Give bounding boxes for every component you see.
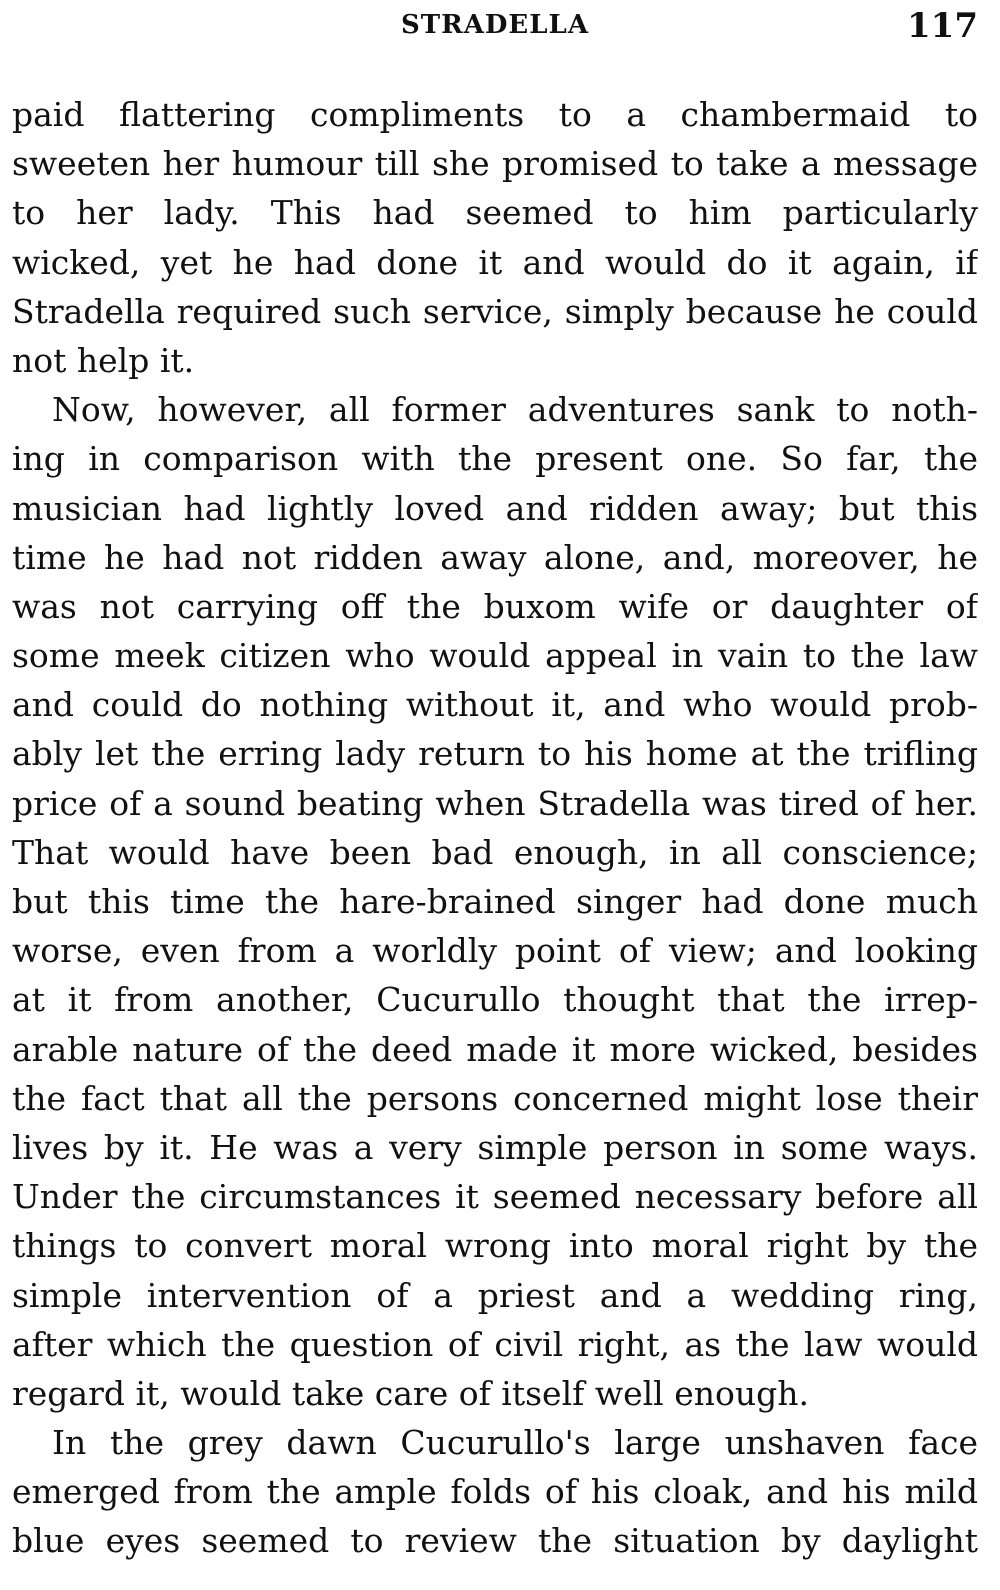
text-line: wicked, yet he had done it and would do it again, if (12, 242, 978, 282)
text-line: In the grey dawn Cucurullo's large unshaven face (52, 1423, 978, 1463)
text-line: ing in comparison with the present one. So far, the (12, 439, 978, 479)
text-line: after which the question of civil right, as the law would (12, 1324, 978, 1364)
text-line: sweeten her humour till she promised to take a message (12, 144, 978, 184)
text-line: regard it, would take care of itself well enough. (12, 1373, 809, 1413)
text-line: paid flattering compliments to a chambermaid to (12, 95, 978, 134)
text-line: not help it. (12, 340, 195, 380)
text-line: price of a sound beating when Stradella was tired of her. (12, 783, 978, 823)
body-text (12, 90, 978, 1566)
page-number: 117 (907, 6, 978, 46)
text-line: lives by it. He was a very simple person in some ways. (12, 1127, 978, 1167)
text-line: Stradella required such service, simply because he could (12, 291, 978, 331)
text-line: ably let the erring lady return to his home at the trifling (12, 734, 978, 774)
text-line: emerged from the ample folds of his cloak, and his mild (12, 1472, 978, 1512)
text-line: but this time the hare-brained singer had done much (12, 882, 978, 921)
text-line: worse, even from a worldly point of view; and looking (12, 931, 978, 971)
text-line: Now, however, all former adventures sank to noth- (52, 390, 978, 430)
text-line: and could do nothing without it, and who would prob- (12, 685, 978, 725)
text-line: some meek citizen who would appeal in vain to the law (12, 636, 978, 676)
running-title: STRADELLA (400, 10, 589, 40)
text-line: the fact that all the persons concerned might lose their (12, 1078, 978, 1118)
text-line: arable nature of the deed made it more wicked, besides (12, 1029, 978, 1069)
text-line: Under the circumstances it seemed necessary before all (12, 1177, 978, 1217)
text-line: musician had lightly loved and ridden away; but this (12, 488, 978, 528)
text-line: That would have been bad enough, in all conscience; (12, 832, 978, 872)
text-line: at it from another, Cucurullo thought that the irrep- (12, 980, 978, 1020)
text-line: things to convert moral wrong into moral right by the (12, 1226, 978, 1266)
text-line: blue eyes seemed to review the situation by daylight (12, 1521, 978, 1561)
running-head (12, 6, 978, 62)
text-line: to her lady. This had seemed to him particularly (12, 193, 978, 233)
text-line: was not carrying off the buxom wife or daughter of (12, 586, 978, 626)
text-line: time he had not ridden away alone, and, moreover, he (12, 537, 978, 577)
text-line: simple intervention of a priest and a wedding ring, (12, 1275, 978, 1315)
